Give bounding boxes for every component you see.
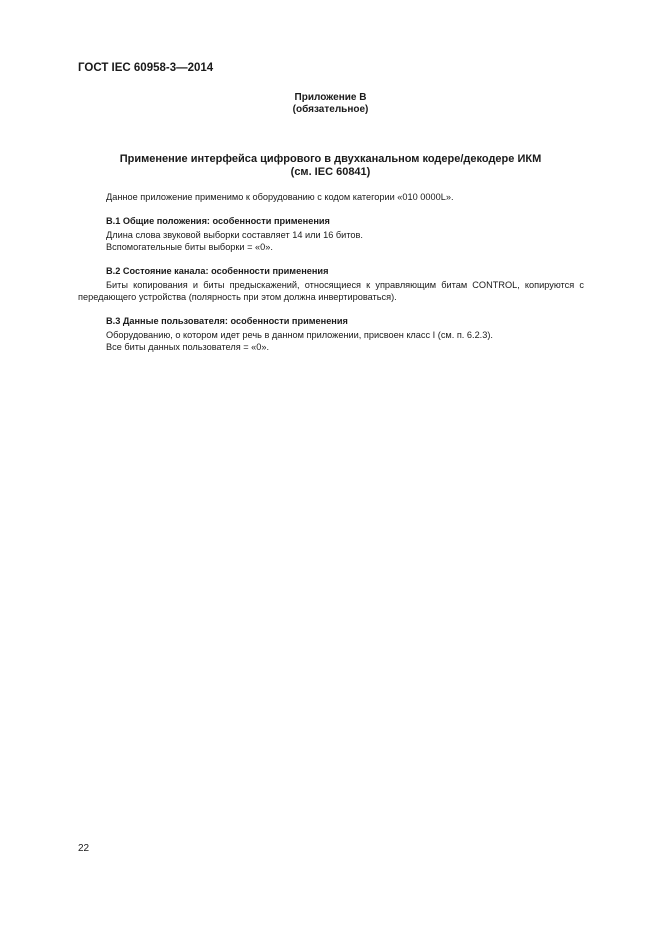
- section-b3-paragraph-1: Оборудованию, о котором идет речь в данном приложении, присвоен класс I (см. п. 6.2.3).: [106, 330, 493, 340]
- section-heading-b1: В.1 Общие положения: особенности применения: [106, 216, 330, 226]
- annex-status: (обязательное): [292, 104, 369, 115]
- section-b3-paragraph-2: Все биты данных пользователя = «0».: [106, 342, 270, 352]
- annex-label-block: [0, 92, 661, 116]
- section-b1-paragraph-2: Вспомогательные биты выборки = «0».: [106, 242, 273, 252]
- intro-paragraph: Данное приложение применимо к оборудованию с кодом категории «010 0000L».: [106, 192, 454, 202]
- section-heading-b2: В.2 Состояние канала: особенности применения: [106, 266, 329, 276]
- page-number: 22: [78, 843, 90, 854]
- standard-code: ГОСТ IEC 60958-3—2014: [78, 62, 214, 74]
- section-heading-b3: В.3 Данные пользователя: особенности применения: [106, 316, 348, 326]
- annex-title-line-1: Применение интерфейса цифрового в двухканальном кодере/декодере ИКМ: [119, 153, 542, 165]
- annex-title-line-2: (см. IEC 60841): [290, 166, 371, 178]
- section-b1-paragraph-1: Длина слова звуковой выборки составляет 14 или 16 битов.: [106, 230, 363, 240]
- annex-label: Приложение В: [294, 92, 367, 103]
- section-b2-paragraph-1: Биты копирования и биты предыскажений, относящиеся к управляющим битам CONTROL, копируются с передающего устройства (полярность при этом должна инвертироваться).: [78, 280, 584, 302]
- annex-body: [78, 191, 584, 353]
- annex-heading: [0, 153, 661, 179]
